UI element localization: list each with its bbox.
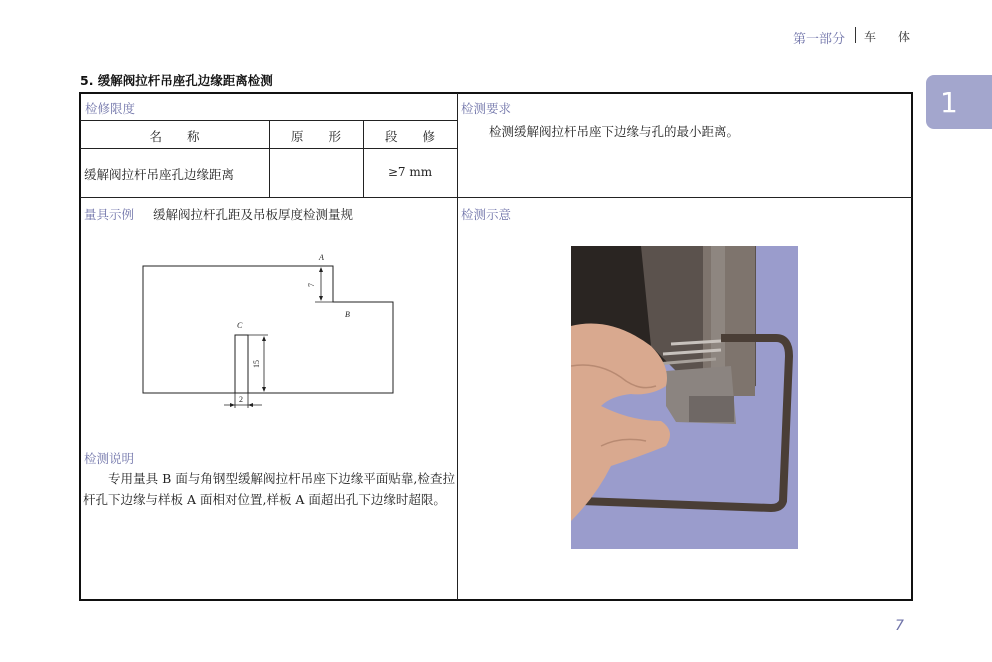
gauge-name: 缓解阀拉杆孔距及吊板厚度检测量规 <box>153 207 354 222</box>
chapter-tab: 1 <box>926 75 992 129</box>
requirement-text: 检测缓解阀拉杆吊座下边缘与孔的最小距离。 <box>489 124 740 139</box>
drawing-dim-7: 7 <box>307 283 316 287</box>
drawing-dim-2: 2 <box>239 395 243 404</box>
col-header-name: 名 称 <box>149 129 200 144</box>
drawing-label-a: A <box>319 253 324 262</box>
header-divider <box>855 27 856 43</box>
gauge-label: 量具示例 <box>84 207 135 222</box>
schematic-label: 检测示意 <box>461 207 512 222</box>
requirement-label: 检测要求 <box>461 101 512 116</box>
explain-label: 检测说明 <box>84 451 135 466</box>
header-part: 第一部分 <box>793 32 846 47</box>
drawing-dim-15: 15 <box>252 360 261 368</box>
col-header-repair: 段 修 <box>384 129 435 144</box>
header-section: 车体 <box>864 30 933 44</box>
limits-label: 检修限度 <box>85 101 136 116</box>
inspection-photo <box>571 246 798 549</box>
gauge-drawing <box>0 0 460 420</box>
drawing-label-b: B <box>345 310 350 319</box>
col-header-original: 原 形 <box>290 129 341 144</box>
explain-text: 专用量具 B 面与角钢型缓解阀拉杆吊座下边缘平面贴靠,检查拉杆孔下边缘与样板 A 面相对位置,样板 A 面超出孔下边缘时超限。 <box>83 471 455 507</box>
row-item-repair-limit: ≥7 mm <box>387 165 433 179</box>
row-item-name: 缓解阀拉杆吊座孔边缘距离 <box>84 167 235 182</box>
section-title: 5. 缓解阀拉杆吊座孔边缘距离检测 <box>80 73 273 88</box>
page-number: 7 <box>895 618 904 634</box>
drawing-label-c: C <box>237 321 243 330</box>
